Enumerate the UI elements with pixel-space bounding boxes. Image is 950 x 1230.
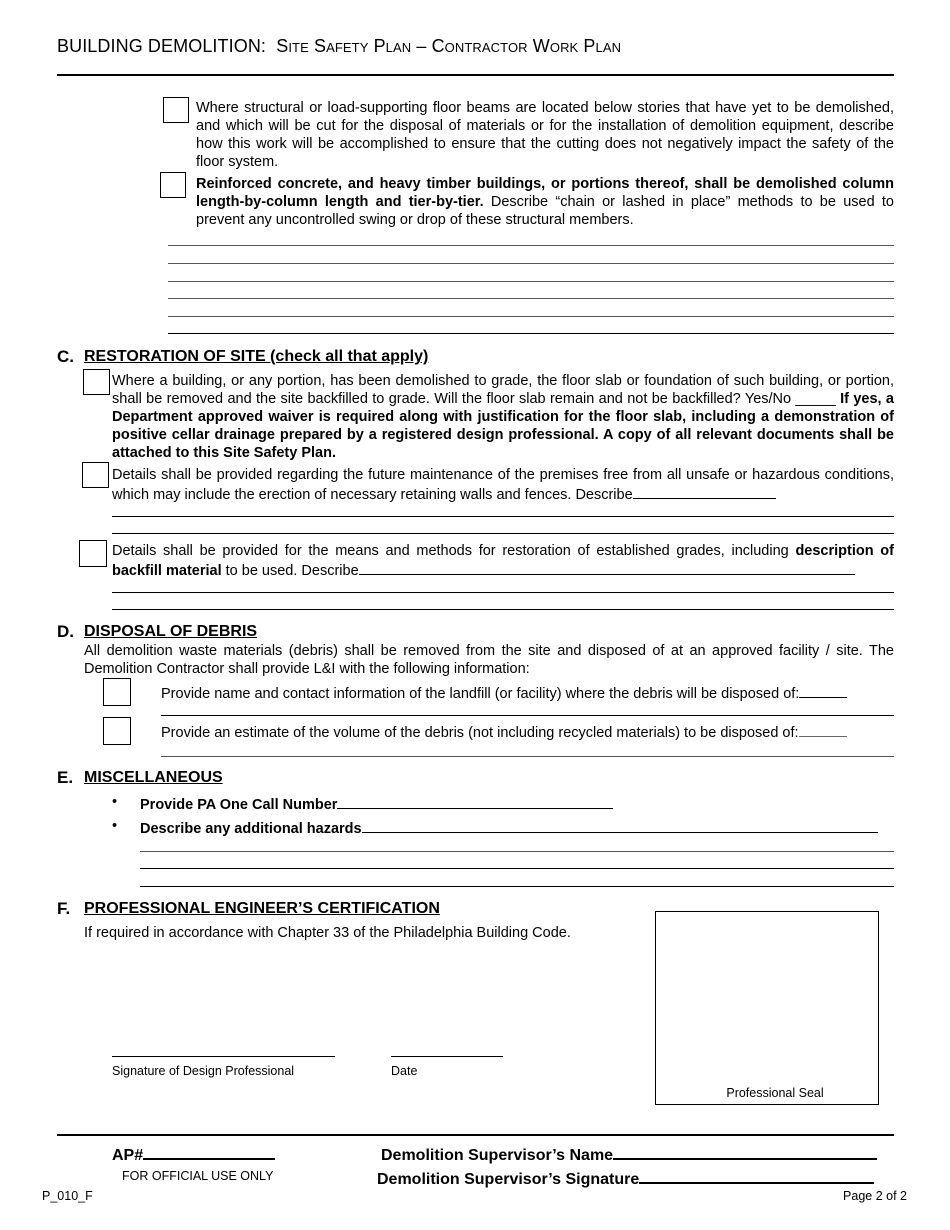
volume-blank[interactable] [799,722,847,737]
section-c-title: RESTORATION OF SITE (check all that apply) [84,348,429,365]
one-call-text [140,794,894,814]
checkbox-landfill[interactable] [103,678,131,706]
supervisor-signature-label: Demolition Supervisor’s Signature [377,1171,640,1188]
maintenance-plain: Details shall be provided regarding the future maintenance of the premises free from all unsafe or hazardous conditions, which may include the erection of necessary retaining walls and fences. Describe [112,467,894,503]
answer-line[interactable] [112,592,894,593]
floor-slab-plain: Where a building, or any portion, has been demolished to grade, the floor slab or foundation of such building, or portion, shall be removed and the site backfilled to grade. Will the floor slab remain and not be backfilled? Yes/No _____ [112,373,894,407]
section-f-letter: F. [57,899,71,918]
section-e-letter: E. [57,768,74,787]
date-line[interactable] [391,1056,503,1057]
answer-line[interactable] [161,715,894,716]
checkbox-floor-beams[interactable] [163,97,189,123]
describe-blank[interactable] [359,560,855,575]
volume-text [161,722,894,742]
maintenance-text [112,466,894,504]
supervisor-signature-blank[interactable] [639,1167,874,1184]
supervisor-signature-field [377,1167,894,1189]
describe-blank[interactable] [633,484,776,499]
checkbox-reinforced-concrete[interactable] [160,172,186,198]
floor-slab-bold: If yes, a Department approved waiver is required along with justification for the floor slab, including a demonstration of positive cellar drainage prepared by a registered design professional. A copy of all relevant documents shall be attached to this Site Safety Plan. [112,391,894,461]
checkbox-grades[interactable] [79,540,107,567]
answer-line[interactable] [112,516,894,517]
reinforced-concrete-text [196,175,894,229]
hazards-blank[interactable] [362,818,878,833]
floor-beams-text: Where structural or load-supporting floor beams are located below stories that have yet to be demolished, and which will be cut for the disposal of materials or for the installation of demolition equipment, describe how this work will be accomplished to ensure that the cutting does not negatively impact the safety of the floor system. [196,100,894,170]
signature-label: Signature of Design Professional [112,1064,295,1078]
answer-line[interactable] [168,333,894,334]
header-rule [57,74,894,76]
checkbox-volume[interactable] [103,717,131,745]
signature-line[interactable] [112,1056,335,1057]
bullet-icon: • [112,818,118,834]
form-id: P_010_F [42,1189,93,1203]
ap-blank[interactable] [143,1143,275,1160]
answer-line[interactable] [161,756,894,757]
answer-line[interactable] [140,851,894,852]
answer-line[interactable] [140,886,894,887]
answer-line[interactable] [140,868,894,869]
seal-label: Professional Seal [726,1086,824,1100]
grades-text [112,542,894,580]
section-d-letter: D. [57,622,74,641]
section-f-title: PROFESSIONAL ENGINEER’S CERTIFICATION [84,900,440,917]
answer-line[interactable] [168,245,894,246]
official-use-label: FOR OFFICIAL USE ONLY [122,1169,274,1183]
landfill-plain: Provide name and contact information of the landfill (or facility) where the debris will be disposed of: [161,686,800,702]
section-e-title: MISCELLANEOUS [84,769,223,786]
date-label: Date [391,1064,418,1078]
answer-line[interactable] [168,281,894,282]
answer-line[interactable] [168,298,894,299]
title-rest: Site Safety Plan – Contractor Work Plan [276,36,622,56]
checkbox-maintenance[interactable] [82,462,109,488]
one-call-label: Provide PA One Call Number [140,797,338,813]
one-call-blank[interactable] [337,794,613,809]
grades-bold: description of backfill material [112,543,894,579]
volume-plain: Provide an estimate of the volume of the debris (not including recycled materials) to be disposed of: [161,725,799,741]
page-number: Page 2 of 2 [843,1189,907,1203]
bullet-icon: • [112,794,118,810]
answer-line[interactable] [112,533,894,534]
section-c-letter: C. [57,347,74,366]
supervisor-name-field [381,1143,894,1165]
page-title [57,36,621,57]
answer-line[interactable] [168,263,894,264]
grades-plain: Details shall be provided for the means and methods for restoration of established grades, including [112,543,796,559]
ap-label: AP# [112,1147,144,1164]
answer-line[interactable] [168,316,894,317]
section-d-intro: All demolition waste materials (debris) shall be removed from the site and disposed of at an approved facility / site. The Demolition Contractor shall provide L&I with the following information: [84,643,894,677]
supervisor-name-label: Demolition Supervisor’s Name [381,1147,614,1164]
title-prefix: BUILDING DEMOLITION: [57,36,267,56]
footer-rule [57,1134,894,1136]
hazards-text [140,818,894,838]
landfill-blank[interactable] [799,683,847,698]
section-d-title: DISPOSAL OF DEBRIS [84,623,258,640]
hazards-label: Describe any additional hazards [140,821,362,837]
reinforced-concrete-rest: Describe “chain or lashed in place” methods to be used to prevent any uncontrolled swing or drop of these structural members. [196,194,894,228]
landfill-text [161,683,894,703]
grades-plain-2: to be used. Describe [221,563,359,579]
section-f-text: If required in accordance with Chapter 33 of the Philadelphia Building Code. [84,925,571,941]
checkbox-floor-slab[interactable] [83,369,110,395]
reinforced-concrete-bold: Reinforced concrete, and heavy timber buildings, or portions thereof, shall be demolished column length-by-column length and tier-by-tier. [196,176,894,210]
floor-slab-text [112,372,894,462]
supervisor-name-blank[interactable] [613,1143,877,1160]
answer-line[interactable] [112,609,894,610]
ap-field [112,1143,275,1165]
professional-seal-box[interactable] [655,911,879,1105]
